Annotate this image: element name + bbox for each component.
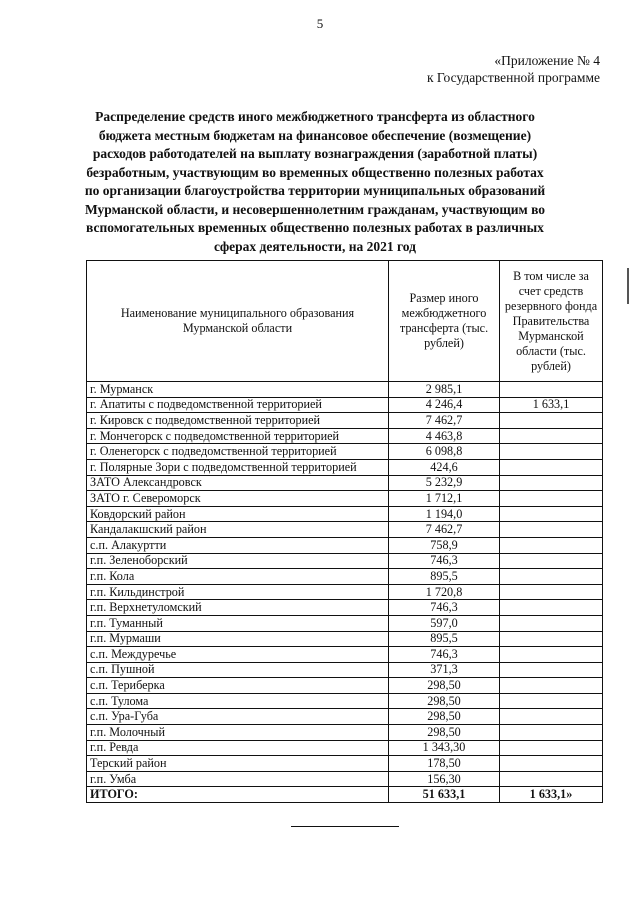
header-municipality: Наименование муниципального образования Мурманской области (87, 261, 389, 382)
table-row (87, 756, 603, 772)
reserve-fund-cell (500, 725, 603, 741)
table-row (87, 647, 603, 663)
table-row (87, 569, 603, 585)
page-number: 5 (316, 16, 324, 31)
transfer-size-cell: 424,6 (389, 459, 500, 475)
table-row (87, 506, 603, 522)
reserve-fund-cell (500, 756, 603, 772)
transfer-size-cell: 298,50 (389, 678, 500, 694)
reserve-fund-cell (500, 647, 603, 663)
transfer-size-cell: 597,0 (389, 615, 500, 631)
transfer-size-cell: 298,50 (389, 709, 500, 725)
table-header-row (87, 261, 603, 382)
transfer-size-cell: 1 194,0 (389, 506, 500, 522)
reserve-fund-cell (500, 771, 603, 787)
total-reserve: 1 633,1» (500, 787, 603, 803)
reserve-fund-cell (500, 740, 603, 756)
transfer-size-cell: 7 462,7 (389, 413, 500, 429)
transfer-size-cell: 1 343,30 (389, 740, 500, 756)
table-row (87, 693, 603, 709)
header-reserve-fund: В том числе за счет средств резервного фонда Правительства Мурманской области (тыс. рублей) (500, 261, 603, 382)
reserve-fund-cell (500, 631, 603, 647)
municipality-cell: г. Полярные Зори с подведомственной территорией (87, 459, 389, 475)
municipality-cell: г.п. Мурмаши (87, 631, 389, 647)
municipality-cell: с.п. Алакуртти (87, 537, 389, 553)
transfer-size-cell: 746,3 (389, 553, 500, 569)
municipality-cell: с.п. Ура-Губа (87, 709, 389, 725)
table-row (87, 444, 603, 460)
table-body (87, 382, 603, 787)
transfer-size-cell: 758,9 (389, 537, 500, 553)
reserve-fund-cell (500, 459, 603, 475)
table-row (87, 678, 603, 694)
municipality-cell: г.п. Кола (87, 569, 389, 585)
municipality-cell: г. Оленегорск с подведомственной территорией (87, 444, 389, 460)
transfer-size-cell: 5 232,9 (389, 475, 500, 491)
municipality-cell: с.п. Пушной (87, 662, 389, 678)
municipality-cell: г.п. Ревда (87, 740, 389, 756)
table-row (87, 771, 603, 787)
table-row (87, 740, 603, 756)
transfer-size-cell: 746,3 (389, 647, 500, 663)
table-row (87, 491, 603, 507)
table-row (87, 397, 603, 413)
transfer-size-cell: 298,50 (389, 725, 500, 741)
table-row (87, 537, 603, 553)
table-row (87, 725, 603, 741)
reserve-fund-cell (500, 444, 603, 460)
reserve-fund-cell (500, 506, 603, 522)
municipality-cell: г. Мончегорск с подведомственной территорией (87, 428, 389, 444)
transfer-size-cell: 4 463,8 (389, 428, 500, 444)
total-label: ИТОГО: (87, 787, 389, 803)
reserve-fund-cell: 1 633,1 (500, 397, 603, 413)
reserve-fund-cell (500, 615, 603, 631)
reserve-fund-cell (500, 491, 603, 507)
reserve-fund-cell (500, 413, 603, 429)
municipality-cell: г.п. Зеленоборский (87, 553, 389, 569)
transfer-size-cell: 4 246,4 (389, 397, 500, 413)
table-row (87, 631, 603, 647)
document-title: Распределение средств иного межбюджетного трансферта из областного бюджета местным бюджетам на финансовое обеспечение (возмещение) расходов работодателей на выплату вознаграждения (заработной платы) безработным, участвующим во временных общественно полезных работах по организации благоустройства территории муниципальных образований Мурманской области, и несовершеннолетним гражданам, участвующим во вспомогательных временных общественно полезных работах в различных сферах деятельности, на 2021 год (84, 109, 546, 254)
transfer-size-cell: 7 462,7 (389, 522, 500, 538)
reserve-fund-cell (500, 553, 603, 569)
table-row (87, 600, 603, 616)
reserve-fund-cell (500, 382, 603, 398)
municipality-cell: г.п. Кильдинстрой (87, 584, 389, 600)
municipality-cell: Кандалакшский район (87, 522, 389, 538)
table-row (87, 584, 603, 600)
table-row (87, 662, 603, 678)
municipality-cell: Ковдорский район (87, 506, 389, 522)
annex-line-2: к Государственной программе (426, 70, 600, 85)
table-row (87, 553, 603, 569)
municipality-cell: г.п. Верхнетуломский (87, 600, 389, 616)
municipality-cell: г. Мурманск (87, 382, 389, 398)
reserve-fund-cell (500, 522, 603, 538)
table-row (87, 615, 603, 631)
distribution-table (86, 260, 603, 803)
reserve-fund-cell (500, 600, 603, 616)
municipality-cell: г.п. Молочный (87, 725, 389, 741)
municipality-cell: г.п. Туманный (87, 615, 389, 631)
transfer-size-cell: 298,50 (389, 693, 500, 709)
reserve-fund-cell (500, 693, 603, 709)
transfer-size-cell: 895,5 (389, 631, 500, 647)
reserve-fund-cell (500, 475, 603, 491)
reserve-fund-cell (500, 662, 603, 678)
table-row (87, 522, 603, 538)
table-row (87, 709, 603, 725)
municipality-cell: ЗАТО Александровск (87, 475, 389, 491)
transfer-size-cell: 1 720,8 (389, 584, 500, 600)
municipality-cell: г.п. Умба (87, 771, 389, 787)
municipality-cell: с.п. Междуречье (87, 647, 389, 663)
transfer-size-cell: 2 985,1 (389, 382, 500, 398)
transfer-size-cell: 178,50 (389, 756, 500, 772)
municipality-cell: г. Апатиты с подведомственной территорией (87, 397, 389, 413)
municipality-cell: Терский район (87, 756, 389, 772)
transfer-size-cell: 6 098,8 (389, 444, 500, 460)
header-transfer-size: Размер иного межбюджетного трансферта (тыс. рублей) (389, 261, 500, 382)
transfer-size-cell: 371,3 (389, 662, 500, 678)
reserve-fund-cell (500, 709, 603, 725)
municipality-cell: г. Кировск с подведомственной территорией (87, 413, 389, 429)
footer-rule (291, 826, 399, 827)
transfer-size-cell: 895,5 (389, 569, 500, 585)
reserve-fund-cell (500, 678, 603, 694)
table-row (87, 428, 603, 444)
table-row (87, 459, 603, 475)
transfer-size-cell: 156,30 (389, 771, 500, 787)
table-row (87, 382, 603, 398)
municipality-cell: с.п. Тулома (87, 693, 389, 709)
margin-mark (627, 268, 629, 304)
annex-line-1: «Приложение № 4 (494, 53, 600, 68)
table-row (87, 413, 603, 429)
reserve-fund-cell (500, 569, 603, 585)
reserve-fund-cell (500, 428, 603, 444)
reserve-fund-cell (500, 584, 603, 600)
municipality-cell: с.п. Териберка (87, 678, 389, 694)
transfer-size-cell: 1 712,1 (389, 491, 500, 507)
reserve-fund-cell (500, 537, 603, 553)
total-size: 51 633,1 (389, 787, 500, 803)
municipality-cell: ЗАТО г. Североморск (87, 491, 389, 507)
annex-reference (427, 52, 600, 86)
transfer-size-cell: 746,3 (389, 600, 500, 616)
table-row (87, 475, 603, 491)
table-total-row (87, 787, 603, 803)
